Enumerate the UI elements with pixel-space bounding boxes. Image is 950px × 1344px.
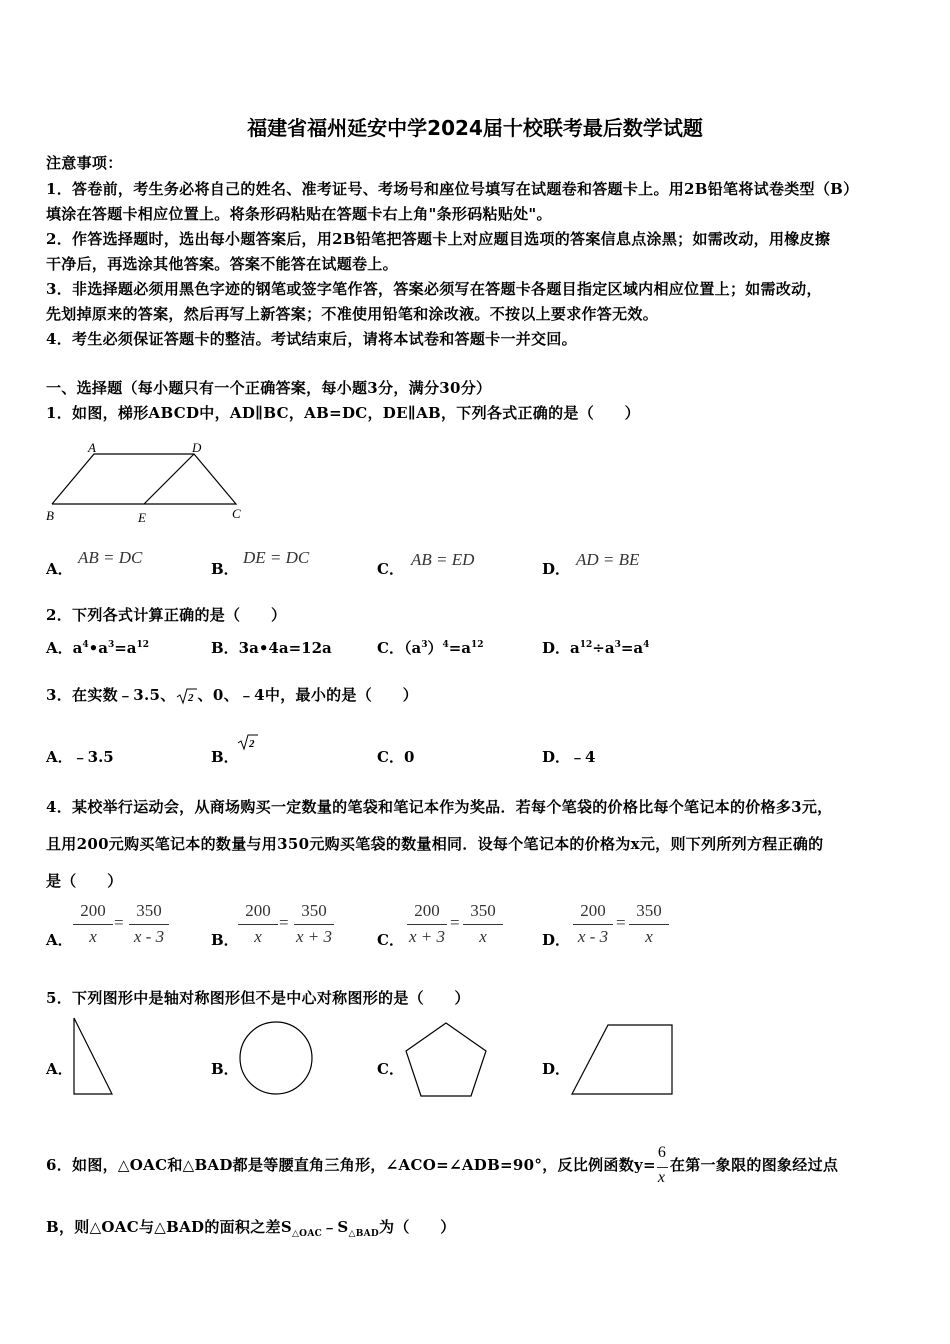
- q5-option-c-key: C．: [377, 1060, 404, 1078]
- q1-option-c-key: C．: [377, 560, 404, 578]
- q3-option-d: D．﹣4: [542, 748, 596, 766]
- q5-option-a-key: A．: [46, 1060, 73, 1078]
- q1-option-d-key: D．: [542, 560, 571, 578]
- question-2-stem: 2．下列各式计算正确的是（ ）: [46, 606, 287, 624]
- frac-num: 350: [301, 901, 327, 920]
- q3-option-a: A．﹣3.5: [46, 748, 114, 766]
- q1-option-a-key: A．: [46, 560, 73, 578]
- q3-stem-part-b: 、0、﹣4中，最小的是（ ）: [197, 686, 418, 704]
- q1-option-b-key: B．: [211, 560, 239, 578]
- q2-option-c: C．$(a^3)^4=a^{12}$: [377, 639, 484, 657]
- q2-option-a-key: A．: [46, 639, 73, 657]
- frac-num: 350: [136, 901, 162, 920]
- question-6-line-2: [46, 1216, 456, 1239]
- svg-text:2: 2: [249, 738, 255, 750]
- q6-line-1-part-a: 6．如图，△OAC和△BAD都是等腰直角三角形，∠ACO=∠ADB=90°，反比例函数y=: [46, 1156, 656, 1174]
- q1-option-b-expr: DE = DC: [243, 548, 310, 567]
- q5-option-b-key: B．: [211, 1060, 239, 1078]
- q3-option-b: [211, 738, 255, 767]
- q5-option-d-key: D．: [542, 1060, 571, 1078]
- circle-shape: [235, 1020, 317, 1098]
- frac-num: 350: [470, 901, 496, 920]
- frac-num: 200: [580, 901, 606, 920]
- notice-line-1b: 填涂在答题卡相应位置上。将条形码粘贴在答题卡右上角"条形码粘贴处"。: [46, 205, 552, 223]
- question-4-line-3: 是（ ）: [46, 872, 123, 890]
- q2-option-c-key: C．: [377, 639, 404, 657]
- notice-line-4: 4．考生必须保证答题卡的整洁。考试结束后，请将本试卷和答题卡一并交回。: [46, 330, 577, 348]
- q6-frac-den: x: [657, 1169, 666, 1186]
- question-5-stem: 5．下列图形中是轴对称图形但不是中心对称图形的是（ ）: [46, 989, 470, 1007]
- q2-option-b: B．3a•4a=12a: [211, 639, 332, 657]
- vertex-label-d: D: [192, 440, 202, 455]
- frac-den: x + 3: [295, 927, 333, 946]
- trapezoid-shape: [568, 1022, 676, 1098]
- frac-den: x - 3: [577, 927, 609, 946]
- q2-option-a: A．$a^4•a^3=a^{12}$: [46, 639, 150, 657]
- question-6-line-1: [46, 1144, 839, 1186]
- q6-minus-s: ﹣S: [322, 1218, 349, 1236]
- frac-num: 200: [414, 901, 440, 920]
- notice-line-3b: 先划掉原来的答案，然后再写上新答案；不准使用铅笔和涂改液。不按以上要求作答无效。: [46, 305, 659, 323]
- right-triangle-shape: [70, 1014, 118, 1098]
- question-3-stem: [46, 684, 418, 705]
- q6-frac-num: 6: [657, 1144, 667, 1161]
- q1-option-d-expr: AD = BE: [576, 550, 640, 569]
- trapezoid-figure: [44, 436, 250, 528]
- sqrt2-icon: [237, 732, 259, 752]
- notice-line-3a: 3．非选择题必须用黑色字迹的钢笔或签字笔作答，答案必须写在答题卡各题目指定区域内相应位置上；如需改动，: [46, 280, 822, 298]
- q6-line-2-end: 为（ ）: [379, 1218, 456, 1236]
- frac-den: x + 3: [408, 927, 446, 946]
- frac-num: 200: [80, 901, 106, 920]
- frac-den: x - 3: [133, 927, 165, 946]
- vertex-label-b: B: [46, 508, 54, 523]
- q6-line-1-part-b: 在第一象限的图象经过点: [669, 1156, 839, 1174]
- notice-line-2a: 2．作答选择题时，选出每小题答案后，用2B铅笔把答题卡上对应题目选项的答案信息点涂黑；如需改动，用橡皮擦: [46, 230, 831, 248]
- vertex-label-c: C: [232, 506, 241, 521]
- question-4-line-1: 4．某校举行运动会，从商场购买一定数量的笔袋和笔记本作为奖品．若每个笔袋的价格比每个笔记本的价格多3元，: [46, 798, 833, 816]
- frac-num: 200: [245, 901, 271, 920]
- notice-line-2b: 干净后，再选涂其他答案。答案不能答在试题卷上。: [46, 255, 398, 273]
- q3-option-b-key: B．: [211, 748, 239, 766]
- q6-sub-bad: △BAD: [348, 1229, 380, 1239]
- q4-option-b-key: B．: [211, 931, 239, 949]
- q3-option-c: C．0: [377, 748, 415, 766]
- q6-sub-oac: △OAC: [291, 1229, 323, 1239]
- q2-option-d: D．$a^{12}\div a^3=a^4$: [542, 639, 650, 657]
- q4-option-a-key: A．: [46, 931, 73, 949]
- q4-option-c-key: C．: [377, 931, 404, 949]
- notice-line-1a: 1．答卷前，考生务必将自己的姓名、准考证号、考场号和座位号填写在试题卷和答题卡上。用2B铅笔将试卷类型（B）: [46, 180, 859, 198]
- notice-heading: 注意事项：: [46, 154, 123, 172]
- frac-num: 350: [636, 901, 662, 920]
- q3-stem-part-a: 3．在实数﹣3.5、: [46, 686, 176, 704]
- question-4-line-2: 且用200元购买笔记本的数量与用350元购买笔袋的数量相同．设每个笔记本的价格为x元，则下列所列方程正确的: [46, 835, 824, 853]
- svg-text:2: 2: [187, 692, 194, 704]
- frac-den: x: [645, 927, 653, 946]
- q6-line-2-part-a: B，则△OAC与△BAD的面积之差S: [46, 1218, 292, 1236]
- page-title: 福建省福州延安中学2024届十校联考最后数学试题: [247, 116, 703, 140]
- question-1-stem: 1．如图，梯形ABCD中，AD∥BC，AB=DC，DE∥AB，下列各式正确的是（ ）: [46, 404, 640, 422]
- q1-option-c-expr: AB = ED: [411, 550, 475, 569]
- section-heading: 一、选择题（每小题只有一个正确答案，每小题3分，满分30分）: [46, 379, 492, 397]
- q1-option-a-expr: AB = DC: [78, 548, 143, 567]
- frac-den: x: [479, 927, 487, 946]
- frac-den: x: [89, 927, 97, 946]
- pentagon-shape: [401, 1020, 491, 1100]
- q4-option-d-key: D．: [542, 931, 571, 949]
- vertex-label-a: A: [88, 440, 96, 455]
- frac-den: x: [254, 927, 262, 946]
- q2-option-d-key: D．: [542, 639, 571, 657]
- vertex-label-e: E: [138, 510, 146, 525]
